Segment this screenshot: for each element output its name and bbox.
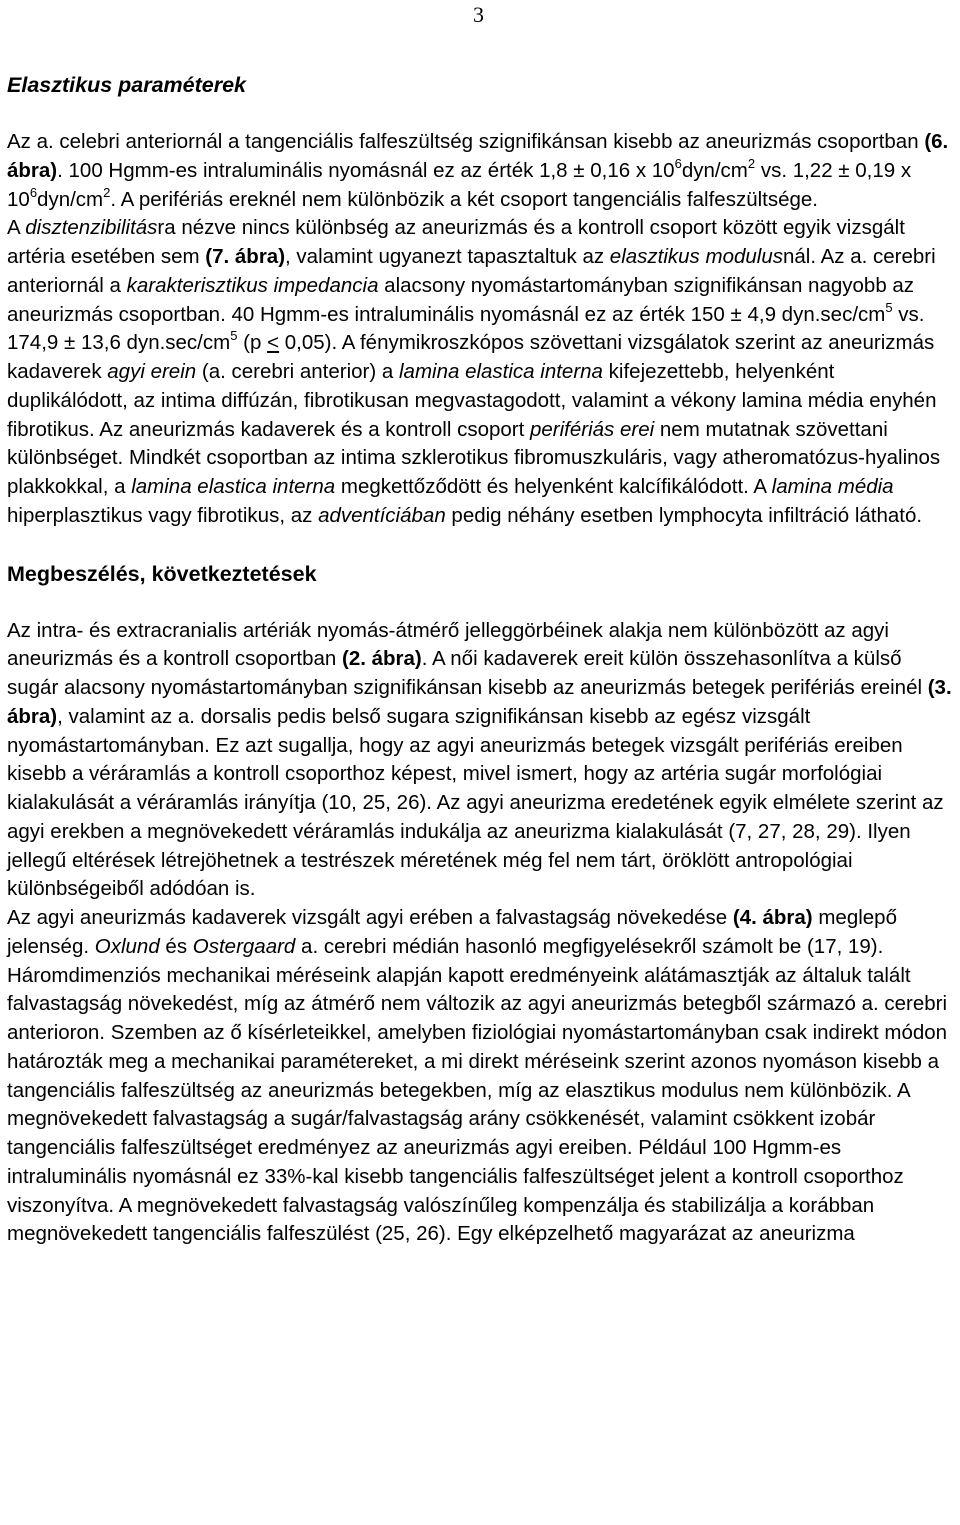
document-body: [7, 71, 953, 1249]
paragraph-distensibility-histology: A disztenzibilitásra nézve nincs különbség az aneurizmás és a kontroll csoport között egyik vizsgált artéria esetében sem (7. ábra), valamint ugyanezt tapasztaltuk az elasztikus modulusnál. Az a. cerebri anteriornál a karakterisztikus impedancia alacsony nyomástartományban szignifikánsan nagyobb az aneurizmás csoportban. 40 Hgmm-es intraluminális nyomásnál ez az érték 150 ± 4,9 $dyn.\sec/cm^5$ vs. 174,9 ± 13,6 $dyn.\sec/cm^5$ (p < 0,05). A fénymikroszkópos szövettani vizsgálatok szerint az aneurizmás kadaverek agyi erein (a. cerebri anterior) a lamina elastica interna kifejezettebb, helyenként duplikálódott, az intima diffúzán, fibrotikusan megvastagodott, valamint a vékony lamina média enyhén fibrotikus. Az aneurizmás kadaverek és a kontroll csoport perifériás erei nem mutatnak szövettani különbséget. Mindkét csoportban az intima szklerotikus fibromuszkuláris, vagy atheromatózus-hyalinos plakkokkal, a lamina elastica interna megkettőződött és helyenként kalcífikálódott. A lamina média hiperplasztikus vagy fibrotikus, az adventíciában pedig néhány esetben lymphocyta infiltráció látható.: [7, 216, 941, 527]
page-number: 3: [473, 2, 484, 27]
section-heading-discussion: Megbeszélés, következtetések: [7, 561, 317, 586]
paragraph-pressure-diameter: Az intra- és extracranialis artériák nyomás-átmérő jelleggörbéinek alakja nem különbözött az agyi aneurizmás és a kontroll csoportban (2. ábra). A női kadaverek ereit külön összehasonlítva a külső sugár alacsony nyomástartományban szignifikánsan kisebb az aneurizmás betegek perifériás ereinél (3. ábra), valamint az a. dorsalis pedis belső sugara szignifikánsan kisebb az egész vizsgált nyomástartományban. Ez azt sugallja, hogy az agyi aneurizmás betegek vizsgált perifériás ereiben kisebb a véráramlás a kontroll csoporthoz képest, mivel ismert, hogy az artéria sugár morfológiai kialakulását a véráramlás irányítja (10, 25, 26). Az agyi aneurizma eredetének egyik elmélete szerint az agyi erekben a megnövekedett véráramlás indukálja az aneurizma kialakulását (7, 27, 28, 29). Ilyen jellegű eltérések létrejöhetnek a testrészek méretének még fel nem tárt, öröklött antropológiai különbségeiből adódóan is.: [7, 618, 952, 901]
section-heading-elastic-parameters: Elasztikus paraméterek: [7, 73, 247, 97]
paragraph-wall-thickness: Az agyi aneurizmás kadaverek vizsgált agyi erében a falvastagság növekedése (4. ábra) meglepő jelenség. Oxlund és Ostergaard a. cerebri médián hasonló megfigyelésekről számolt be (17, 19). Háromdimenziós mechanikai méréseink alapján kapott eredményeink alátámasztják az általuk talált falvastagság növekedést, míg az átmérő nem változik az agyi aneurizmás betegből származó a. cerebri anterioron. Szemben az ő kísérleteikkel, amelyben fiziológiai nyomástartományban csak indirekt módon határozták meg a mechanikai paramétereket, a mi direkt méréseink szerint azonos nyomáson kisebb a tangenciális falfeszültség az aneurizmás betegekben, míg az elasztikus modulus nem különbözik. A megnövekedett falvastagság a sugár/falvastagság arány csökkenését, valamint csökkent izobár tangenciális falfeszültséget eredményez az aneurizmás agyi ereiben. Például 100 Hgmm-es intraluminális nyomásnál ez 33%-kal kisebb tangenciális falfeszültséget jelent a kontroll csoporthoz viszonyítva. A megnövekedett falvastagság valószínűleg kompenzálja és stabilizálja a korábban megnövekedett tangenciális falfeszülést (25, 26). Egy elképzelhető magyarázat az aneurizma: [7, 906, 948, 1246]
paragraph-tangential-stress: Az a. celebri anteriornál a tangenciális falfeszültség szignifikánsan kisebb az aneurizmás csoportban (6. ábra). 100 Hgmm-es intraluminális nyomásnál ez az érték 1,8 ± 0,16 x $10^6dyn/cm^2$ vs. 1,22 ± 0,19 x $10^6dyn/cm^2$. A perifériás ereknél nem különbözik a két csoport tangenciális falfeszültsége.: [7, 130, 949, 211]
